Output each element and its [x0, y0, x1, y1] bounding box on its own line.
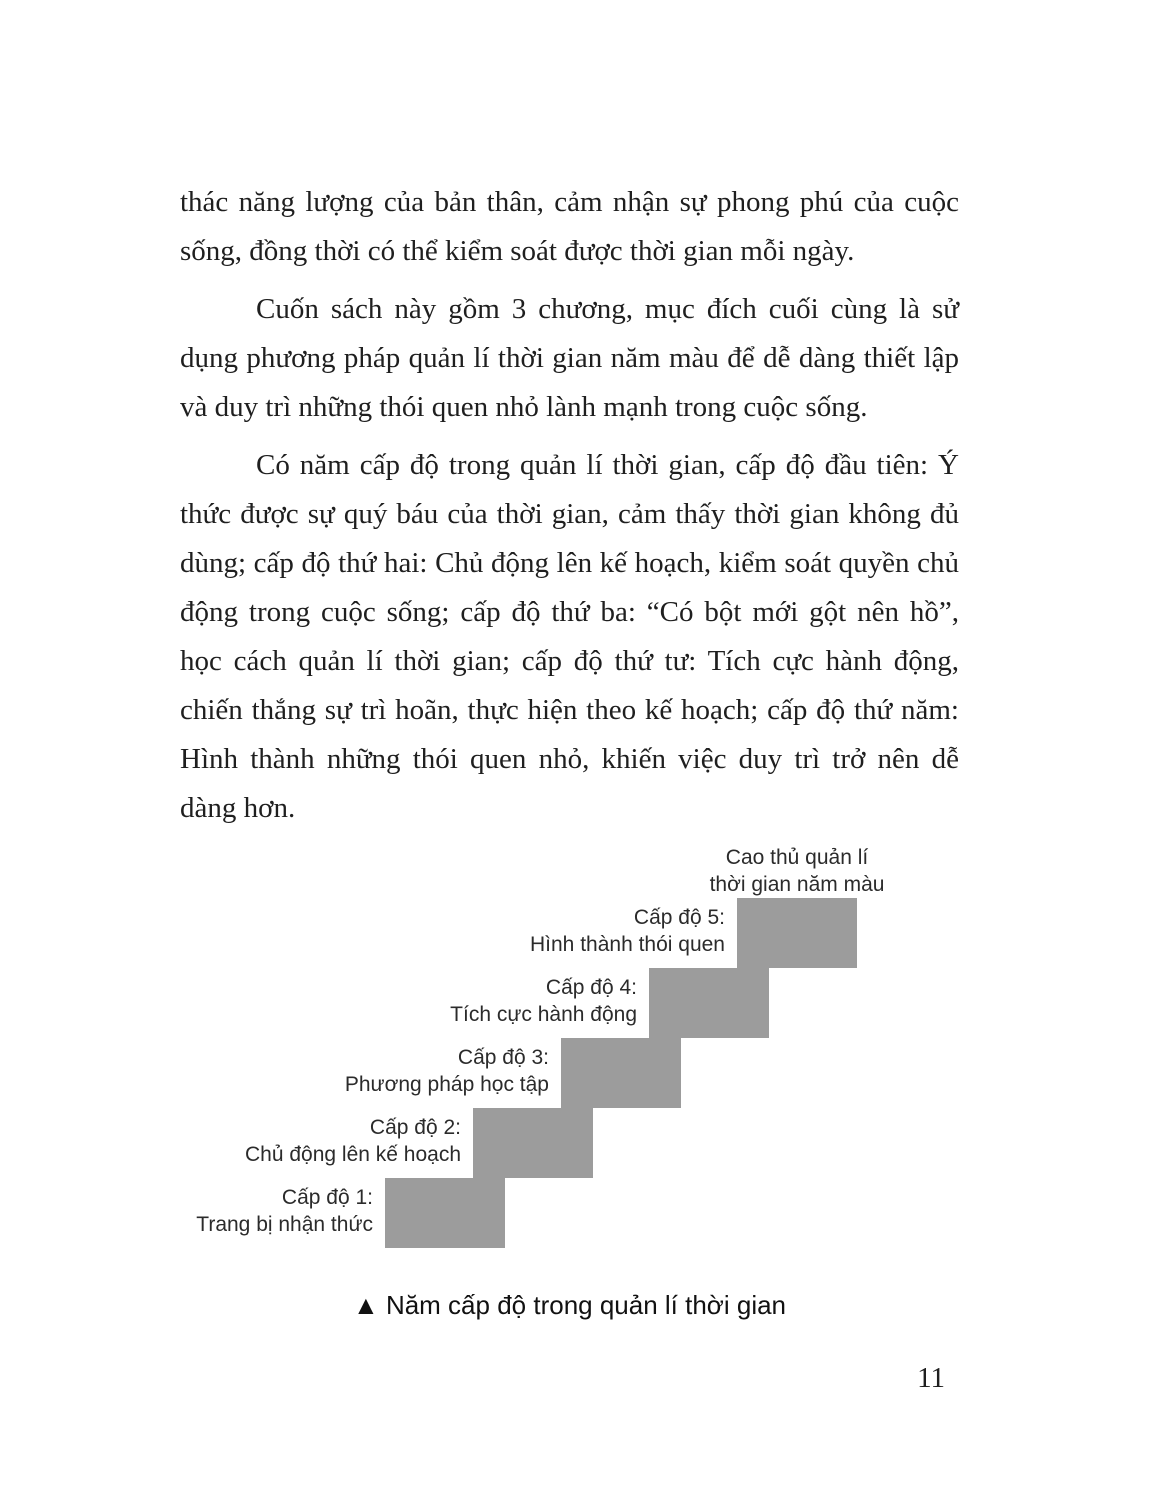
step-label-1 [113, 1184, 373, 1238]
step-level-1: Cấp độ 1: [281, 1186, 373, 1209]
diagram-top-label-line-1: Cao thủ quản lí [725, 846, 869, 869]
step-label-3 [289, 1044, 549, 1098]
figure-caption: ▲ Năm cấp độ trong quản lí thời gian [352, 1290, 787, 1320]
step-level-3: Cấp độ 3: [457, 1046, 549, 1069]
step-desc-2: Chủ động lên kế hoạch [245, 1143, 461, 1166]
step-label-2 [201, 1114, 461, 1168]
paragraph-1: thác năng lượng của bản thân, cảm nhận sự phong phú của cuộc sống, đồng thời có thể kiểm soát được thời gian mỗi ngày. [180, 186, 959, 267]
step-level-5: Cấp độ 5: [633, 906, 725, 929]
step-desc-3: Phương pháp học tập [344, 1073, 549, 1096]
step-label-4 [377, 974, 637, 1028]
step-block-2 [473, 1108, 593, 1178]
step-desc-1: Trang bị nhận thức [196, 1213, 373, 1236]
step-level-2: Cấp độ 2: [369, 1116, 461, 1139]
five-levels-staircase-diagram [180, 842, 959, 1262]
paragraph-3: Có năm cấp độ trong quản lí thời gian, cấp độ đầu tiên: Ý thức được sự quý báu của thời gian, cảm thấy thời gian không đủ dùng; cấp độ thứ hai: Chủ động lên kế hoạch, kiểm soát quyền chủ động trong cuộc sống; cấp độ thứ ba: “Có bột mới gột nên hồ”, học cách quản lí thời gian; cấp độ thứ tư: Tích cực hành động, chiến thắng sự trì hoãn, thực hiện theo kế hoạch; cấp độ thứ năm: Hình thành những thói quen nhỏ, khiến việc duy trì trở nên dễ dàng hơn. [180, 449, 959, 824]
step-block-5 [737, 898, 857, 968]
diagram-top-label-line-2: thời gian năm màu [709, 873, 885, 896]
page-content [180, 178, 959, 1321]
paragraph-2: Cuốn sách này gồm 3 chương, mục đích cuối cùng là sử dụng phương pháp quản lí thời gian năm màu để dễ dàng thiết lập và duy trì những thói quen nhỏ lành mạnh trong cuộc sống. [180, 293, 959, 423]
page-number: 11 [917, 1362, 945, 1394]
step-block-1 [385, 1178, 505, 1248]
step-block-3 [561, 1038, 681, 1108]
step-block-4 [649, 968, 769, 1038]
step-desc-5: Hình thành thói quen [530, 933, 725, 956]
step-level-4: Cấp độ 4: [545, 976, 637, 999]
step-label-5 [465, 904, 725, 958]
diagram-top-label [657, 844, 937, 898]
step-desc-4: Tích cực hành động [450, 1003, 637, 1026]
